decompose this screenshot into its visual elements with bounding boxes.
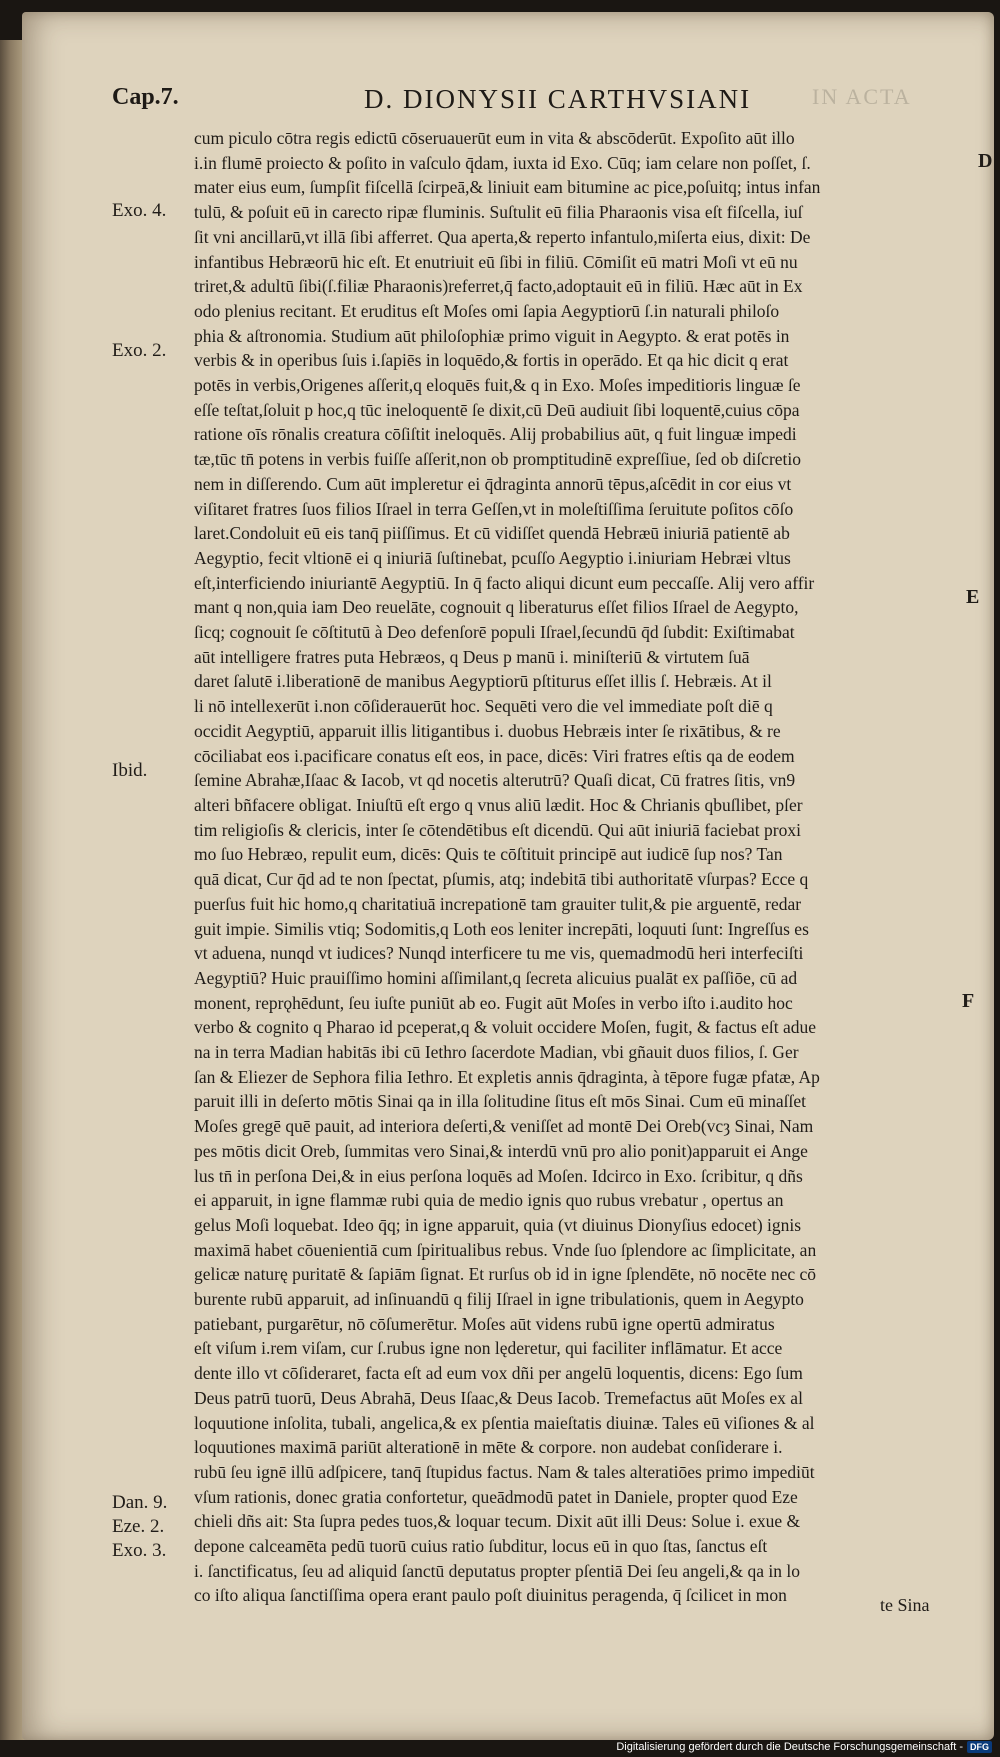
text-line: eſt viſum i.rem viſam, cur ſ.rubus igne non lęderetur, qui faciliter inflāmatur. Et acce — [194, 1338, 783, 1359]
text-line: li nō intellexerūt i.non cōſiderauerūt hoc. Sequēti vero die vel immediate poſt diē q — [194, 696, 773, 717]
text-line: ſicq; cognouit ſe cōſtitutū à Deo defenſorē populi Iſrael,ſecundū q̄d ſubdit: Exiſtimabat — [194, 622, 795, 643]
text-line: i. ſanctificatus, ſeu ad aliquid ſanctū deputatus propter pſentiā Dei ſeu angeli,& qa in lo — [194, 1560, 800, 1581]
margin-note-exo3: Exo. 3. — [112, 1540, 167, 1561]
chapter-label: Cap.7. — [112, 84, 179, 110]
text-line: Deus patrū tuorū, Deus Abrahā, Deus Iſaac,& Deus Iacob. Tremefactus aūt Moſes ex al — [194, 1387, 803, 1408]
text-line: pes mōtis dicit Oreb, ſummitas vero Sinai,& interdū vnū pro alio ponit)apparuit ei Ange — [194, 1140, 808, 1161]
text-line: dente illo vt cōſideraret, facta eſt ad eum vox dñi per angelū loquentis, dicens: Ego ſum — [194, 1363, 803, 1384]
text-line: verbo & cognito q Pharao id pceperat,q & voluit occidere Moſen, fugit, & factus eſt adue — [194, 1017, 817, 1038]
text-line: occidit Aegyptiū, apparuit illis litigantibus i. duobus Hebræis inter ſe rixātibus, & re — [194, 720, 781, 741]
dfg-logo: DFG — [967, 1741, 992, 1753]
text-line: potēs in verbis,Origenes aſſerit,q eloquēs fuit,& q in Exo. Moſes impeditioris linguæ ſe — [194, 375, 801, 396]
digitization-credit — [616, 1741, 992, 1753]
text-line: co iſto aliqua ſanctiſſima opera erant paulo poſt diuinitus peragenda, q̄ ſcilicet in mon — [194, 1585, 787, 1606]
text-line: vſum rationis, donec gratia confortetur, queādmodū patet in Daniele, propter quod Eze — [194, 1486, 798, 1507]
section-letter-e: E — [966, 586, 980, 608]
text-line: verbis & in operibus ſuis i.ſapiēs in loquēdo,& fortis in operādo. Et qa hic dicit q erat — [194, 350, 789, 371]
margin-note-ibid: Ibid. — [112, 760, 148, 781]
text-line: guit impie. Similis vtiq; Sodomitis,q Loth eos leniter increpāti, loquuti ſunt: Ingreſſus es — [194, 918, 809, 939]
margin-note-exo2: Exo. 2. — [112, 340, 167, 361]
bleed-through-heading: IN ACTA — [812, 84, 912, 109]
text-line: ſemine Abrahæ,Iſaac & Iacob, vt qd nocetis alterutrū? Quaſi dicat, Cū fratres ſitis, vn9 — [194, 770, 796, 791]
text-line: gelicæ naturę puritatē & ſapiām ſignat. Et rurſus ob id in igne ſplendēte, nō nocēte nec cō — [194, 1264, 817, 1285]
text-line: infantibus Hebræorū hic eſt. Et enutriuit eū ſibi in filiū. Cōmiſit eū matri Moſi vt eū nu — [194, 251, 798, 272]
text-line: monent, reprǫhēdunt, ſeu iuſte puniūt ab eo. Fugit aūt Moſes in verbo iſto i.audito hoc — [194, 992, 793, 1013]
text-line: phia & aſtronomia. Studium aūt philoſophiæ primo viguit in Aegypto. & erat potēs in — [194, 325, 790, 346]
text-line: quā dicat, Cur q̄d ad te non ſpectat, pſumis, atq; indebitā tibi authoritatē vſurpas? Ecce q — [194, 869, 809, 890]
text-line: vt aduena, nunqd vt iudices? Nunqd interficere tu me vis, quemadmodū heri interfeciſti — [194, 943, 804, 964]
text-line: viſitaret fratres ſuos filios Iſrael in terra Geſſen,vt in moleſtiſſima ſeruitute poſitos cōſo — [194, 498, 794, 519]
section-letter-d: D — [978, 150, 993, 172]
text-line: eſt,interficiendo iniuriantē Aegyptiū. In q̄ facto aliqui dicunt eum peccaſſe. Alij vero affir — [194, 572, 815, 593]
text-line: loquutiones maximā pariūt alterationē in mēte & corpore. non audebat conſiderare i. — [194, 1437, 783, 1458]
text-line: Moſes gregē quē pauit, ad interiora deſerti,& veniſſet ad montē Dei Oreb(vcȝ Sinai, Nam — [194, 1116, 814, 1137]
text-line: i.in flumē proiecto & poſito in vaſculo q̄dam, iuxta id Exo. Cūq; iam celare non poſſet, ſ. — [194, 152, 811, 173]
text-line: laret.Condoluit eū eis tanq̄ piiſſimus. Et cū vidiſſet quendā Hebræū iniuriā patientē ab — [194, 523, 790, 544]
body-text — [194, 126, 948, 1608]
text-line: tæ,tūc tn̄ potens in verbis fuiſſe aſſerit,non ob promptitudinē expreſſiue, ſed ob diſcretio — [194, 449, 802, 470]
text-line: na in terra Madian habitās ibi cū Iethro ſacerdote Madian, vbi gñauit duos filios, ſ. Ger — [194, 1042, 799, 1063]
text-line: tulū, & poſuit eū in carecto ripæ fluminis. Suſtulit eū filia Pharaonis visa eſt fiſcella, iuſ — [194, 202, 803, 223]
text-line: ei apparuit, in igne flammæ rubi quia de medio ignis quo rubus vrebatur , opertus an — [194, 1190, 784, 1211]
text-line: cōciliabat eos i.pacificare conatus eſt eos, in pace, dicēs: Viri fratres eſtis qa de eodem — [194, 745, 795, 766]
text-line: daret ſalutē i.liberationē de manibus Aegyptiorū pſtiturus eſſet illis ſ. Hebræis. At il — [194, 671, 772, 692]
text-line: ſit vni ancillarū,vt illā ſibi afferret. Qua aperta,& reperto infantulo,miſerta eius, dixit: De — [194, 226, 811, 247]
text-line: triret,& adultū ſibi(ſ.filiæ Pharaonis)referret,q̄ facto,adoptauit eū in filiū. Hæc aūt in Ex — [194, 276, 803, 297]
margin-note-eze2: Eze. 2. — [112, 1516, 165, 1537]
text-line: rubū ſeu ignē illū adſpicere, tanq̄ ſtupidus factus. Nam & tales alteratiōes primo impediūt — [194, 1461, 815, 1482]
text-line: mater eius eum, ſumpſit fiſcellā ſcirpeā,& liniuit eam bitumine ac pice,poſuitq; intus infan — [194, 177, 821, 198]
text-line: mo ſuo Hebræo, repulit eum, dicēs: Quis te cōſtituit principē aut iudicē ſup nos? Tan — [194, 844, 783, 865]
text-line: Aegyptio, fecit vltionē ei q iniuriā ſuſtinebat, pcuſſo Aegyptio i.iniuriam Hebræi vltus — [194, 547, 791, 568]
text-line: ratione oīs rōnalis creatura cōſiſtit ineloquēs. Alij probabilius aūt, q fuit linguæ impedi — [194, 424, 797, 445]
page-title: D. DIONYSII CARTHVSIANI — [364, 84, 752, 114]
text-line: puerſus fuit hic homo,q charitatiuā increpationē tam grauiter tulit,& pie arguentē, redar — [194, 893, 802, 914]
text-line: cum piculo cōtra regis edictū cōseruauerūt eum in vita & abscōderūt. Expoſito aūt illo — [194, 128, 795, 148]
text-line: odo plenius recitant. Et eruditus eſt Moſes omi ſapia Aegyptiorū ſ.in naturali philoſo — [194, 300, 780, 321]
text-line: nem in diſſerendo. Cum aūt impleretur ei q̄draginta annorū tēpus,aſcēdit in cor eius vt — [194, 473, 792, 494]
catchword: te Sina — [880, 1595, 930, 1615]
text-line: chieli dñs ait: Sta ſupra pedes tuos,& loquar tecum. Dixit aūt illi Deus: Solue i. exue & — [194, 1511, 801, 1532]
text-line: patiebant, purgarētur, nō cōſumerētur. Moſes aūt videns rubū igne opertū admiratus — [194, 1313, 775, 1334]
text-line: maximā habet cōuenientiā cum ſpiritualibus rebus. Vnde ſuo ſplendore ac ſimplicitate, an — [194, 1239, 817, 1260]
margin-note-exo4: Exo. 4. — [112, 200, 167, 221]
text-line: paruit illi in deſerto mōtis Sinai qa in illa ſolitudine ſitus eſt mōs Sinai. Cum eū minaſſet — [194, 1091, 806, 1112]
text-line: eſſe teſtat,ſoluit p hoc,q tūc ineloquentē ſe dixit,cū Deū audiuit ſibi loquentē,cuius cōpa — [194, 399, 800, 420]
text-line: aūt intelligere fratres puta Hebræos, q Deus p manū i. miniſteriū & virtutem ſuā — [194, 646, 750, 667]
text-line: loquutione inſolita, tubali, angelica,& ex pſentia maieſtatis diuinæ. Tales eū viſiones & al — [194, 1412, 815, 1433]
text-line: lus tn̄ in perſona Dei,& in eius perſona loquēs ad Moſen. Idcirco in Exo. ſcribitur, q dñs — [194, 1165, 803, 1186]
credit-text: Digitalisierung gefördert durch die Deutsche Forschungsgemeinschaft - — [616, 1741, 963, 1753]
text-line: depone calceamēta pedū tuorū cuius ratio ſubditur, locus eū in quo ſtas, ſanctus eſt — [194, 1536, 768, 1557]
margin-note-dan9: Dan. 9. — [112, 1492, 168, 1513]
text-line: mant q non,quia iam Deo reuelāte, cognouit q liberaturus eſſet filios Iſrael de Aegypto, — [194, 597, 799, 618]
section-letter-f: F — [962, 990, 975, 1012]
text-line: tim religioſis & clericis, inter ſe cōtendētibus eſt dicendū. Qui aūt iniuriā faciebat proxi — [194, 819, 801, 840]
text-line: burente rubū apparuit, ad inſinuandū q filij Iſrael in igne tribulationis, quem in Aegypto — [194, 1289, 804, 1310]
text-line: gelus Moſi loquebat. Ideo q̄q; in igne apparuit, quia (vt diuinus Dionyſius edocet) ignis — [194, 1214, 802, 1235]
text-line: Aegyptiū? Huic prauiſſimo homini aſſimilant,q ſecreta alicuius pualāt ex paſſiōe, cū ad — [194, 967, 798, 988]
text-line: ſan & Eliezer de Sephora filia Iethro. Et expletis annis q̄draginta, à tēpore fugæ pfatæ, Ap — [194, 1066, 820, 1087]
text-line: alteri bñfacere obligat. Iniuſtū eſt ergo q vnus aliū lædit. Hoc & Chrianis qbuſlibet, pſer — [194, 794, 803, 815]
